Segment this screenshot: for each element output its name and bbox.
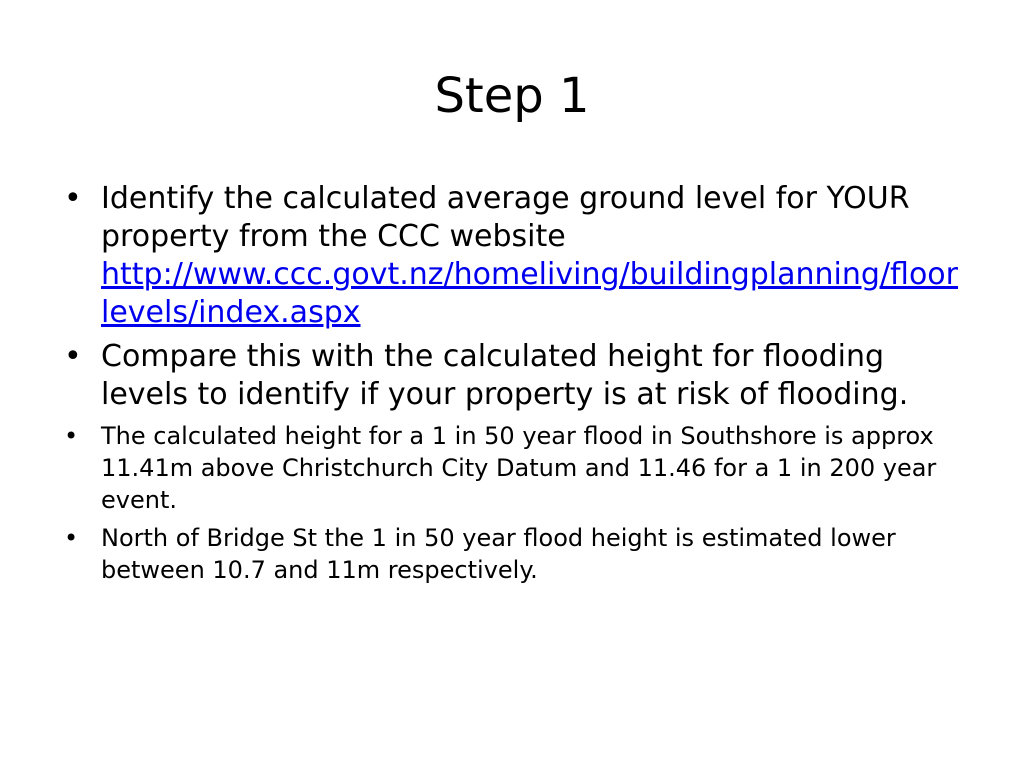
bullet-dot-icon: •: [64, 524, 79, 552]
ccc-website-link[interactable]: http://www.ccc.govt.nz/homeliving/buildingplanning/floorlevels/index.aspx: [101, 257, 958, 330]
bullet-text: North of Bridge St the 1 in 50 year flood height is estimated lower between 10.7 and 11m respectively.: [101, 524, 896, 584]
bullet-list: [64, 180, 964, 592]
bullet-item-3: [64, 420, 964, 516]
bullet-dot-icon: •: [64, 181, 82, 216]
bullet-text: Identify the calculated average ground level for YOUR property from the CCC website: [101, 181, 910, 254]
bullet-item-2: [64, 338, 964, 414]
bullet-text: The calculated height for a 1 in 50 year flood in Southshore is approx 11.41m above Christchurch City Datum and 11.46 for a 1 in 200 year event.: [101, 422, 937, 514]
bullet-dot-icon: •: [64, 339, 82, 374]
bullet-text: Compare this with the calculated height for flooding levels to identify if your property is at risk of flooding.: [101, 339, 909, 412]
bullet-item-4: [64, 522, 964, 586]
slide-title: Step 1: [434, 68, 590, 124]
bullet-dot-icon: •: [64, 422, 79, 450]
bullet-item-1: [64, 180, 964, 332]
